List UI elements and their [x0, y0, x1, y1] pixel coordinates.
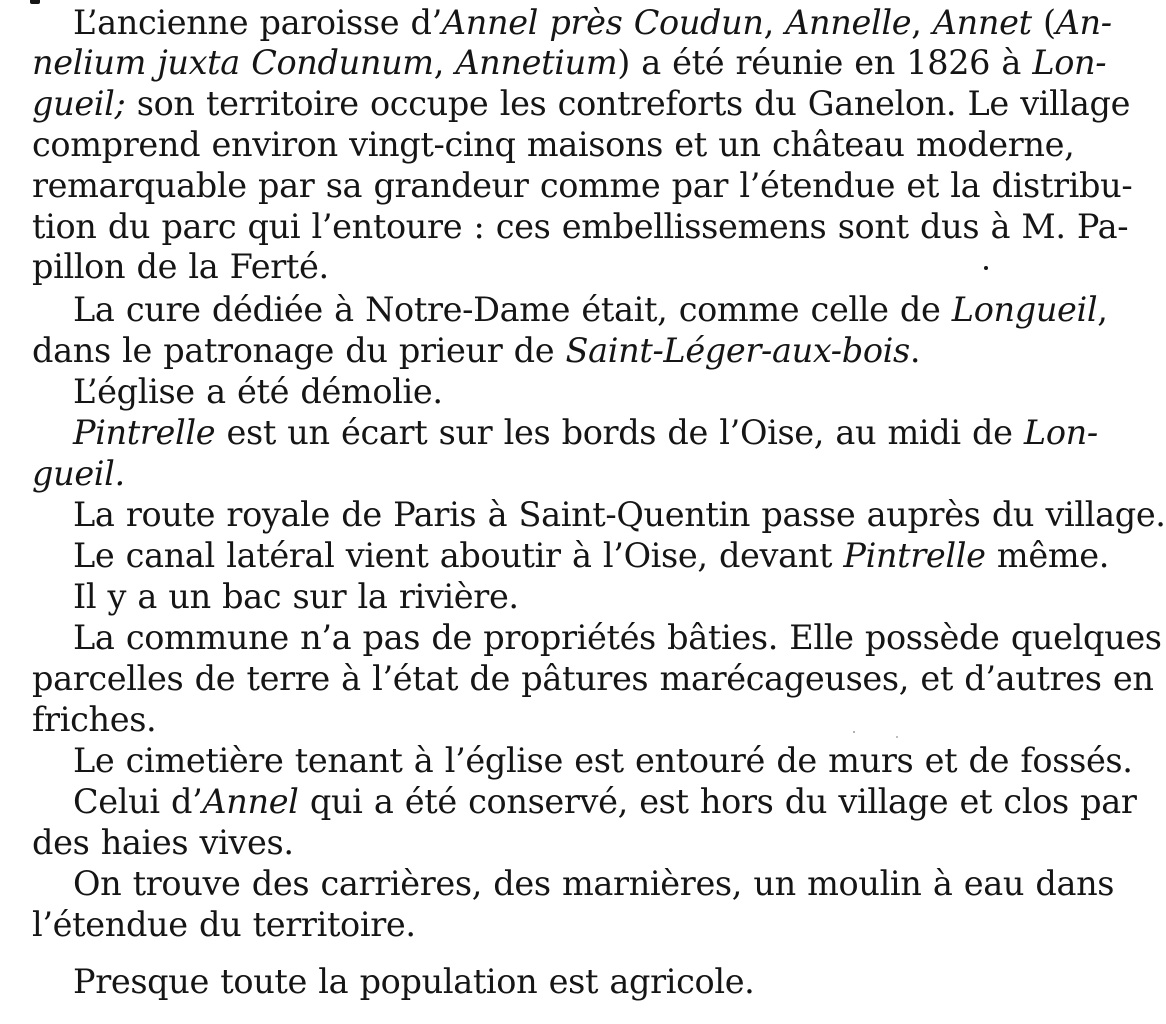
text-line: [73, 577, 519, 618]
text-segment: pillon de la Ferté.: [32, 247, 329, 286]
italic-text-segment: Lon-: [1023, 413, 1098, 452]
text-line: [73, 782, 1137, 823]
italic-text-segment: gueil;: [32, 84, 126, 123]
text-segment: des haies vives.: [32, 823, 294, 862]
text-segment: ,: [1097, 290, 1108, 329]
text-segment: son territoire occupe les contreforts du Ganelon. Le village: [125, 84, 1131, 123]
text-segment: .: [909, 331, 921, 370]
text-line: [73, 3, 1112, 44]
text-segment: est un écart sur les bords de l’Oise, au midi de: [215, 413, 1024, 452]
text-segment: La route royale de Paris à Saint-Quentin passe auprès du village.: [73, 495, 1166, 534]
text-line: [32, 43, 1107, 84]
text-line: [73, 413, 1098, 454]
text-segment: La cure dédiée à Notre-Dame était, comme celle de: [73, 290, 952, 329]
italic-text-segment: Annetium: [455, 43, 618, 82]
text-line: [32, 84, 1131, 125]
text-segment: L’ancienne paroisse d’: [73, 3, 442, 42]
italic-text-segment: Saint-Léger-aux-bois: [565, 331, 910, 370]
text-line: [73, 741, 1133, 782]
text-segment: friches.: [32, 700, 157, 739]
text-segment: (: [1031, 3, 1056, 42]
text-segment: tion du parc qui l’entoure : ces embellissemens sont dus à M. Pa-: [32, 207, 1129, 246]
text-line: [32, 125, 1075, 166]
print-speck: [896, 736, 898, 738]
text-line: [73, 495, 1166, 536]
text-segment: On trouve des carrières, des marnières, un moulin à eau dans: [73, 864, 1115, 903]
italic-text-segment: gueil.: [32, 454, 125, 493]
text-line: [32, 166, 1133, 207]
text-segment: Il y a un bac sur la rivière.: [73, 577, 519, 616]
text-line: [32, 331, 921, 372]
text-segment: parcelles de terre à l’état de pâtures marécageuses, et d’autres en: [32, 659, 1154, 698]
text-segment: Celui d’: [73, 782, 203, 821]
italic-text-segment: An-: [1055, 3, 1112, 42]
text-segment: ) a été réunie en 1826 à: [617, 43, 1033, 82]
text-segment: ,: [433, 43, 456, 82]
text-segment: même.: [985, 536, 1110, 575]
text-line: [32, 823, 292, 864]
text-segment: La commune n’a pas de propriétés bâties. Elle possède quelques: [73, 618, 1162, 657]
italic-text-segment: Annel: [202, 782, 299, 821]
top-text-fragment: [30, 0, 40, 4]
text-line: [32, 207, 1129, 248]
text-line: [73, 290, 1108, 331]
print-speck: [984, 266, 988, 270]
text-segment: ,: [763, 3, 786, 42]
italic-text-segment: Pintrelle: [843, 536, 986, 575]
text-line: [73, 536, 1110, 577]
italic-text-segment: Annel près Coudun: [441, 3, 764, 42]
text-segment: l’étendue du territoire.: [32, 905, 416, 944]
text-segment: dans le patronage du prieur de: [32, 331, 566, 370]
text-segment: Presque toute la population est agricole.: [73, 962, 755, 1001]
text-segment: qui a été conservé, est hors du village et clos par: [298, 782, 1137, 821]
italic-text-segment: nelium juxta Condunum: [32, 43, 434, 82]
text-segment: Le cimetière tenant à l’église est entouré de murs et de fossés.: [73, 741, 1133, 780]
italic-text-segment: Annelle: [785, 3, 912, 42]
text-line: [32, 659, 1154, 700]
italic-text-segment: Annet: [932, 3, 1032, 42]
text-line: [32, 700, 162, 741]
text-line: [73, 962, 755, 1003]
text-line: [32, 247, 329, 288]
text-segment: L’église a été démolie.: [73, 372, 443, 411]
text-segment: comprend environ vingt-cinq maisons et un château moderne,: [32, 125, 1075, 164]
text-segment: Le canal latéral vient aboutir à l’Oise, devant: [73, 536, 844, 575]
text-line: [73, 864, 1115, 905]
text-line: [73, 618, 1162, 659]
text-line: [32, 454, 152, 495]
print-speck: [853, 731, 855, 733]
text-line: [32, 905, 416, 946]
text-segment: ,: [911, 3, 933, 42]
italic-text-segment: Pintrelle: [73, 413, 216, 452]
text-line: [73, 372, 443, 413]
text-segment: remarquable par sa grandeur comme par l’étendue et la distribu-: [32, 166, 1133, 205]
italic-text-segment: Lon-: [1032, 43, 1107, 82]
italic-text-segment: Longueil: [951, 290, 1098, 329]
